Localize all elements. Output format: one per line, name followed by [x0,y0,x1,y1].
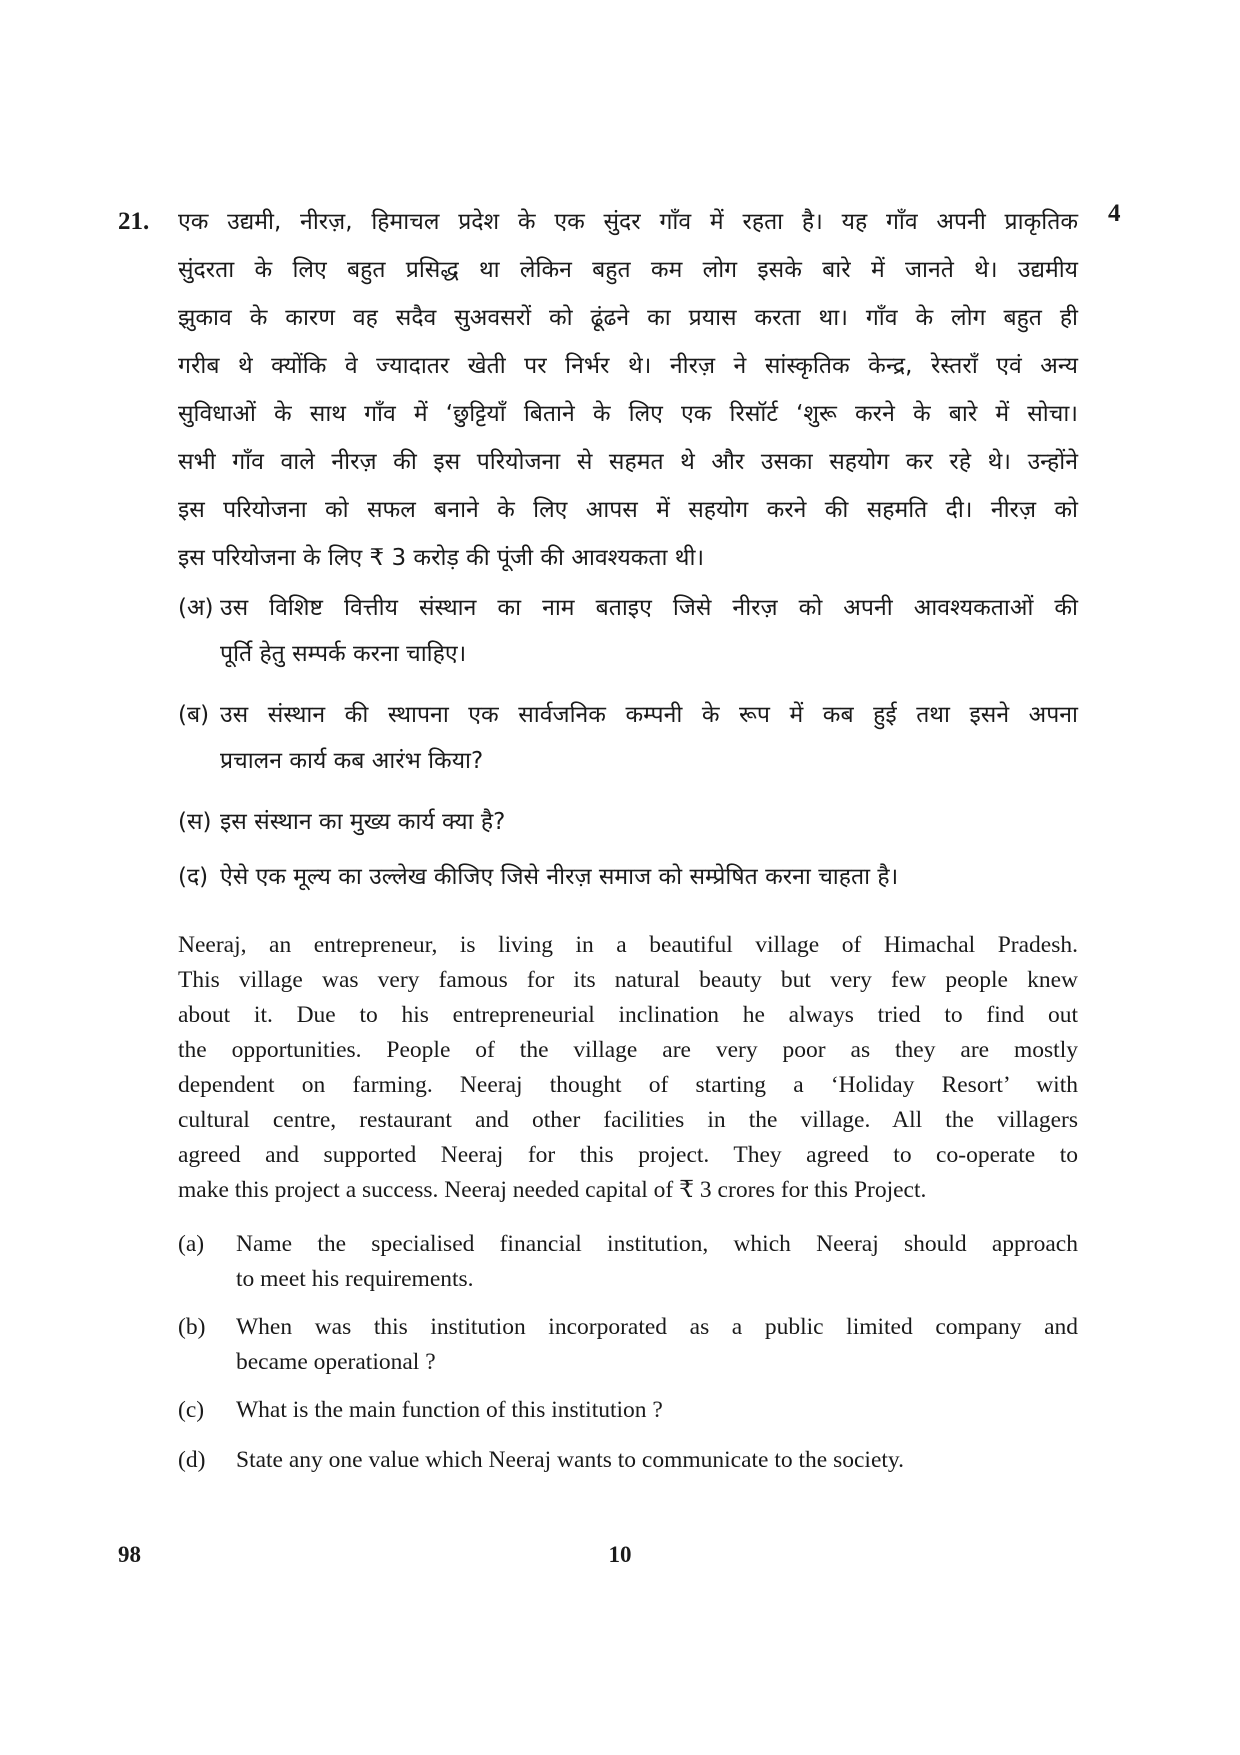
english-passage-line: This village was very famous for its natural beauty but very few people knew [178,967,1078,993]
subquestion-text: प्रचालन कार्य कब आरंभ किया? [220,748,484,774]
english-passage-line: dependent on farming. Neeraj thought of starting a ‘Holiday Resort’ with [178,1072,1078,1098]
hindi-passage-line: झुकाव के कारण वह सदैव सुअवसरों को ढूंढने का प्रयास करता था। गाँव के लोग बहुत ही [178,305,1078,331]
subquestion-text: पूर्ति हेतु सम्पर्क करना चाहिए। [220,641,467,667]
hindi-subquestion-b [178,692,1078,784]
english-passage-line: the opportunities. People of the village are very poor as they are mostly [178,1037,1078,1063]
hindi-subquestion-d [178,854,1078,900]
subquestion-text: उस विशिष्ट वित्तीय संस्थान का नाम बताइए जिसे नीरज़ को अपनी आवश्यकताओं की [220,595,1078,621]
subquestion-label: (द) [178,864,209,890]
subquestion-text: to meet his requirements. [236,1266,474,1292]
subquestion-label: (d) [178,1447,206,1473]
english-passage-line: about it. Due to his entrepreneurial inclination he always tried to find out [178,1002,1078,1028]
english-subquestion-a [178,1227,1078,1297]
english-passage-line: cultural centre, restaurant and other facilities in the village. All the villagers [178,1107,1078,1133]
subquestion-text: State any one value which Neeraj wants to communicate to the society. [236,1447,905,1473]
hindi-passage [178,198,1078,582]
english-passage-line: make this project a success. Neeraj needed capital of ₹ 3 crores for this Project. [178,1177,927,1203]
subquestion-label: (c) [178,1397,205,1423]
english-subquestion-c [178,1393,1078,1428]
hindi-passage-line: इस परियोजना के लिए ₹ 3 करोड़ की पूंजी की आवश्यकता थी। [178,545,705,571]
english-subquestion-b [178,1310,1078,1380]
hindi-passage-line: सभी गाँव वाले नीरज़ की इस परियोजना से सहमत थे और उसका सहयोग कर रहे थे। उन्होंने [178,449,1078,475]
english-subquestion-d [178,1443,1078,1478]
subquestion-text: When was this institution incorporated as a public limited company and [236,1314,1078,1340]
subquestion-label: (a) [178,1231,205,1257]
subquestion-label: (b) [178,1314,206,1340]
subquestion-text: उस संस्थान की स्थापना एक सार्वजनिक कम्पनी के रूप में कब हुई तथा इसने अपना [220,702,1078,728]
paper-code: 98 [118,1542,141,1567]
hindi-passage-line: सुंदरता के लिए बहुत प्रसिद्ध था लेकिन बहुत कम लोग इसके बारे में जानते थे। उद्यमीय [178,257,1078,283]
hindi-subquestion-a [178,585,1078,677]
subquestion-text: Name the specialised financial institution, which Neeraj should approach [236,1231,1078,1257]
subquestion-text: इस संस्थान का मुख्य कार्य क्या है? [220,809,506,835]
page-number: 10 [608,1542,632,1567]
hindi-passage-line: एक उद्यमी, नीरज़, हिमाचल प्रदेश के एक सुंदर गाँव में रहता है। यह गाँव अपनी प्राकृतिक [178,209,1078,235]
subquestion-text: What is the main function of this institution ? [236,1397,663,1423]
english-passage [178,928,1078,1208]
subquestion-label: (ब) [178,702,210,728]
subquestion-label: (स) [178,809,212,835]
english-passage-line: agreed and supported Neeraj for this project. They agreed to co-operate to [178,1142,1078,1168]
english-passage-line: Neeraj, an entrepreneur, is living in a beautiful village of Himachal Pradesh. [178,932,1078,958]
subquestion-text: ऐसे एक मूल्य का उल्लेख कीजिए जिसे नीरज़ समाज को सम्प्रेषित करना चाहता है। [220,864,899,890]
hindi-passage-line: इस परियोजना को सफल बनाने के लिए आपस में सहयोग करने की सहमति दी। नीरज़ को [178,497,1078,523]
hindi-passage-line: गरीब थे क्योंकि वे ज्यादातर खेती पर निर्भर थे। नीरज़ ने सांस्कृतिक केन्द्र, रेस्तराँ एवं अन्य [178,353,1078,379]
subquestion-label: (अ) [178,595,214,621]
question-marks: 4 [1108,200,1121,227]
hindi-passage-line: सुविधाओं के साथ गाँव में ‘छुट्टियाँ बिताने के लिए एक रिसॉर्ट ‘शुरू करने के बारे में सोचा। [178,401,1078,427]
question-number: 21. [118,208,150,235]
subquestion-text: became operational ? [236,1349,436,1375]
hindi-subquestion-c [178,799,1078,845]
